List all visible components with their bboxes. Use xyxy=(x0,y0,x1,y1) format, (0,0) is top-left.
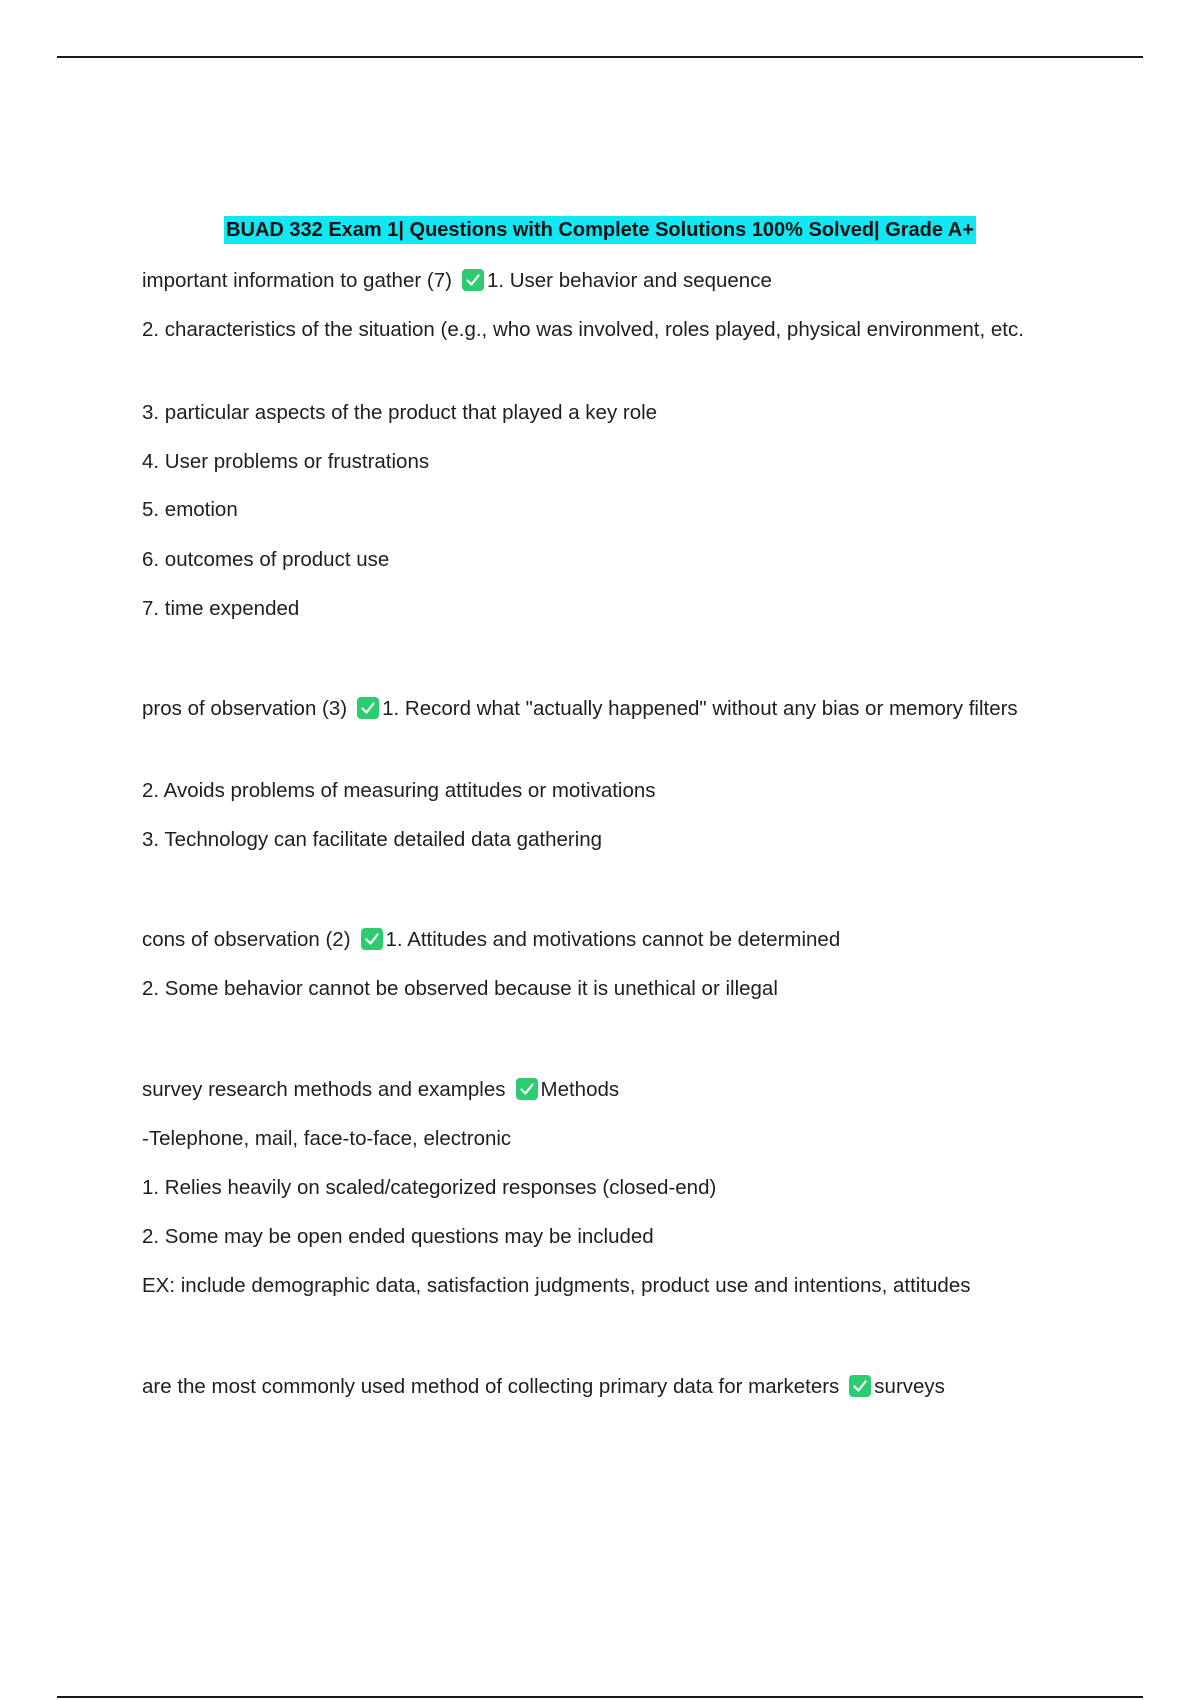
question-5-text: are the most commonly used method of collecting primary data for marketers xyxy=(142,1375,840,1398)
answer-line: 2. Avoids problems of measuring attitudes or motivations xyxy=(142,779,656,802)
answer-2-first: 1. Record what "actually happened" without any bias or memory filters xyxy=(382,697,1018,720)
answer-line: 2. characteristics of the situation (e.g., who was involved, roles played, physical environment, etc. xyxy=(142,318,1024,341)
answer-line: 1. Relies heavily on scaled/categorized responses (closed-end) xyxy=(142,1176,717,1199)
question-1-text: important information to gather (7) xyxy=(142,269,452,292)
check-mark-icon xyxy=(849,1375,871,1397)
check-mark-icon xyxy=(516,1078,538,1100)
answer-line: 3. particular aspects of the product that played a key role xyxy=(142,401,658,424)
answer-line: 7. time expended xyxy=(142,597,300,620)
question-2 xyxy=(142,692,1062,725)
document-title: BUAD 332 Exam 1| Questions with Complete Solutions 100% Solved| Grade A+ xyxy=(224,216,976,244)
answer-line: 2. Some behavior cannot be observed because it is unethical or illegal xyxy=(142,977,778,1000)
answer-5-first: surveys xyxy=(874,1375,945,1398)
answer-1-first: 1. User behavior and sequence xyxy=(486,269,772,292)
answer-line: 5. emotion xyxy=(142,498,238,521)
check-mark-icon xyxy=(361,928,383,950)
answer-line: 6. outcomes of product use xyxy=(142,548,390,571)
title-container xyxy=(0,216,1200,244)
question-3-text: cons of observation (2) xyxy=(142,928,351,951)
answer-4-first: Methods xyxy=(540,1078,620,1101)
question-5 xyxy=(142,1370,1062,1403)
question-4 xyxy=(142,1073,1062,1106)
question-1 xyxy=(142,264,1062,297)
top-divider xyxy=(57,56,1143,58)
question-3 xyxy=(142,923,1062,956)
question-2-text: pros of observation (3) xyxy=(142,697,348,720)
answer-3-first: 1. Attitudes and motivations cannot be determined xyxy=(385,928,841,951)
answer-line: 4. User problems or frustrations xyxy=(142,450,430,473)
answer-line: 3. Technology can facilitate detailed data gathering xyxy=(142,828,603,851)
answer-line: 2. Some may be open ended questions may be included xyxy=(142,1225,654,1248)
answer-line: -Telephone, mail, face-to-face, electronic xyxy=(142,1127,512,1150)
check-mark-icon xyxy=(357,697,379,719)
check-mark-icon xyxy=(462,269,484,291)
answer-line: EX: include demographic data, satisfaction judgments, product use and intentions, attitudes xyxy=(142,1274,971,1297)
bottom-divider xyxy=(57,1696,1143,1698)
question-4-text: survey research methods and examples xyxy=(142,1078,506,1101)
